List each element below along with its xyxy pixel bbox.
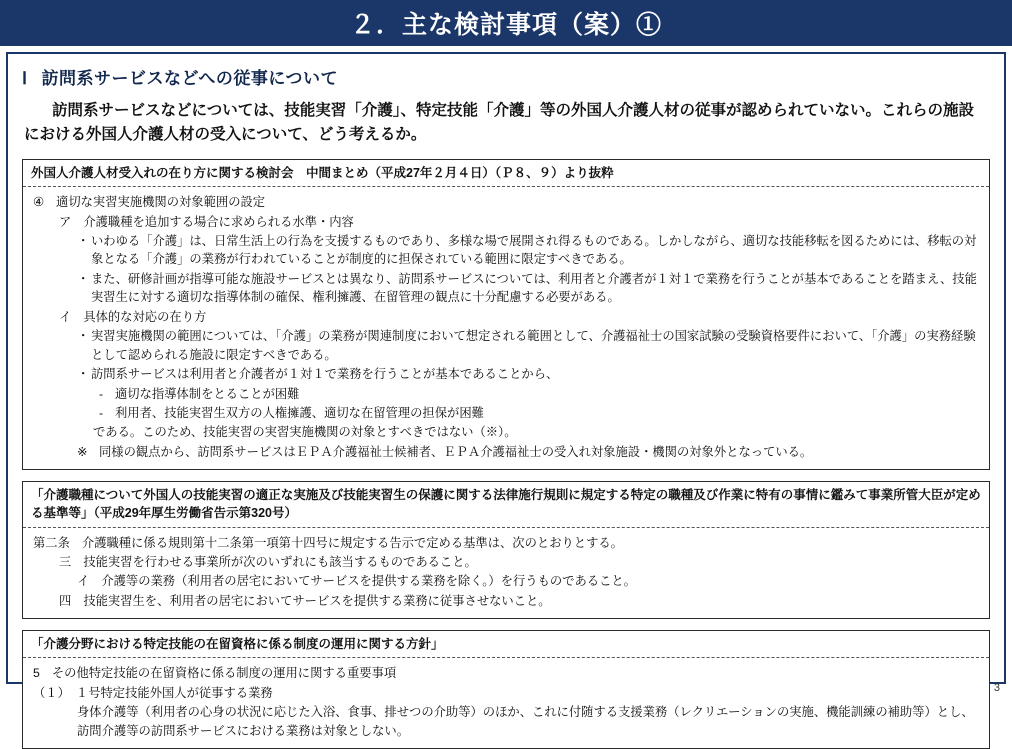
list-item [59, 213, 979, 231]
bullet-dash: - [99, 405, 104, 420]
item-text: 技能実習を行わせる事業所が次のいずれにも該当するものであること。 [83, 554, 477, 569]
item-label: 第二条 [33, 535, 70, 550]
box-chukan-matome [22, 159, 990, 470]
item-label: イ [59, 309, 72, 324]
list-item [77, 365, 979, 383]
item-label: 三 [59, 554, 72, 569]
list-item [99, 385, 979, 403]
list-item [77, 270, 979, 307]
section-numeral: Ⅰ [22, 69, 28, 88]
item-label: （１） [33, 685, 70, 700]
slide-title-bar [0, 0, 1012, 46]
item-text: 適切な指導体制をとることが困難 [115, 386, 300, 401]
item-text: 同様の観点から、訪問系サービスはＥＰＡ介護福祉士候補者、ＥＰＡ介護福祉士の受入れ対象施設・機関の対象外となっている。 [99, 444, 813, 459]
list-item [77, 572, 979, 590]
list-item [59, 592, 979, 610]
list-item [59, 308, 979, 326]
box1-header: 外国人介護人材受入れの在り方に関する検討会 中間まとめ（平成27年２月４日）（Ｐ８、９）より抜粋 [23, 160, 989, 187]
item-text: 利用者、技能実習生双方の人権擁護、適切な在留管理の担保が困難 [115, 405, 484, 420]
box2-body [23, 528, 989, 619]
box3-body [23, 658, 989, 748]
item-text: 技能実習生を、利用者の居宅においてサービスを提供する業務に従事させないこと。 [83, 593, 551, 608]
bullet-dot: ・ [77, 234, 90, 249]
box-tokutei-ginou-houshin [22, 630, 990, 749]
section-heading [22, 64, 994, 89]
bullet-dot: ・ [77, 271, 90, 286]
box1-body [23, 187, 989, 469]
item-text: 身体介護等（利用者の心身の状況に応じた入浴、食事、排せつの介助等）のほか、これに付随する支援業務（レクリエーションの実施、機能訓練の補助等）とし、訪問介護等の訪問系サービスにおける業務は対象としない。 [77, 705, 974, 738]
item-label: ④ [33, 195, 45, 210]
list-item [77, 443, 979, 461]
item-text: 訪問系サービスは利用者と介護者が１対１で業務を行うことが基本であることから、 [91, 367, 559, 382]
bullet-dot: ・ [77, 367, 90, 382]
item-text: 適切な実習実施機関の対象範囲の設定 [56, 195, 266, 210]
slide-body-frame [6, 52, 1006, 738]
box2-header: 「介護職種について外国人の技能実習の適正な実施及び技能実習生の保護に関する法律施行規則に規定する特定の職種及び作業に特有の事情に鑑みて事業所管大臣が定める基準等」（平成29年厚生労働省告示第320号） [23, 482, 989, 527]
list-item [77, 327, 979, 364]
page-number: 3 [993, 682, 1000, 694]
item-text: いわゆる「介護」は、日常生活上の行為を支援するものであり、多様な場で展開され得るものである。しかしながら、適切な技能移転を図るためには、移転の対象となる「介護」の業務が行われていることが制度的に担保されている範囲に限定すべきである。 [91, 234, 977, 267]
section-heading-text: 訪問系サービスなどへの従事について [41, 69, 338, 88]
item-text: その他特定技能の在留資格に係る制度の運用に関する重要事項 [51, 666, 397, 681]
item-text: 介護職種を追加する場合に求められる水準・内容 [83, 214, 354, 229]
list-item [33, 534, 979, 552]
note-mark: ※ [77, 444, 88, 459]
list-item [59, 553, 979, 571]
item-text: また、研修計画が指導可能な施設サービスとは異なり、訪問系サービスについては、利用者と介護者が１対１で業務を行うことが基本であることを踏まえ、技能実習生に対する適切な指導体制の確保、権利擁護、在留管理の観点に十分配慮する必要がある。 [91, 271, 977, 305]
item-text: である。このため、技能実習の実習実施機関の対象とすべきではない（※）。 [93, 425, 517, 440]
list-item [99, 404, 979, 422]
box-kokuji-320 [22, 481, 990, 619]
item-label: 四 [59, 593, 72, 608]
item-text: 介護職種に係る規則第十二条第一項第十四号に規定する告示で定める基準は、次のとおりとする。 [81, 535, 623, 550]
lead-paragraph: 訪問系サービスなどについては、技能実習「介護」、特定技能「介護」等の外国人介護人材の従事が認められていない。これらの施設における外国人介護人材の受入について、どう考えるか。 [24, 102, 974, 144]
item-label: ア [59, 214, 72, 229]
item-label: 5 [33, 666, 40, 681]
box3-header: 「介護分野における特定技能の在留資格に係る制度の運用に関する方針」 [23, 631, 989, 658]
item-text: １号特定技能外国人が従事する業務 [75, 685, 273, 700]
list-item [33, 664, 979, 682]
item-text: 実習実施機関の範囲については、「介護」の業務が関連制度において想定される範囲として、介護福祉士の国家試験の受験資格要件において、「介護」の実務経験として認められる施設に限定すべきである。 [91, 329, 976, 362]
item-label: イ [77, 574, 90, 589]
bullet-dot: ・ [77, 329, 90, 344]
page-title: ２．主な検討事項（案）① [349, 11, 662, 39]
item-text: 介護等の業務（利用者の居宅においてサービスを提供する業務を除く。）を行うものであること。 [101, 574, 636, 589]
item-text: 具体的な対応の在り方 [83, 309, 207, 324]
list-item [77, 232, 979, 269]
bullet-dash: - [99, 386, 104, 401]
list-item [33, 193, 979, 211]
